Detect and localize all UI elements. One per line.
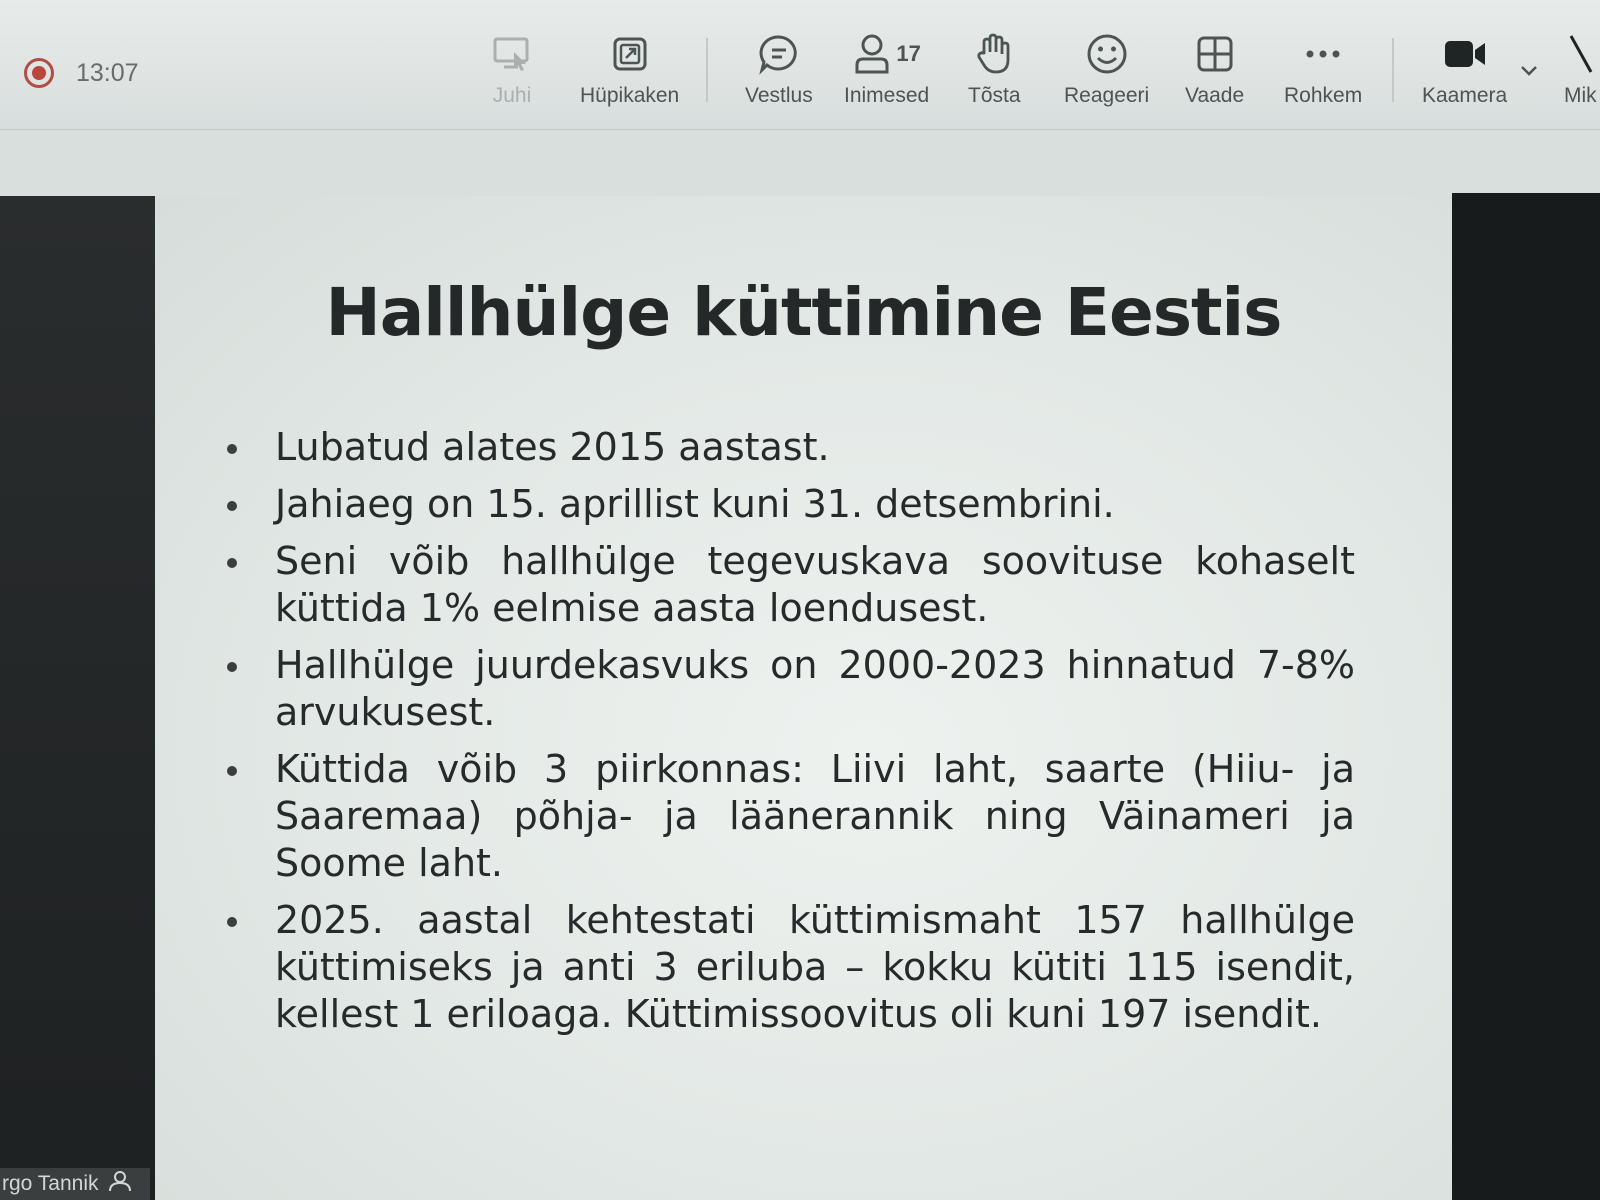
take-control-label: Juhi bbox=[492, 84, 532, 107]
timer-text: 13:07 bbox=[76, 58, 139, 87]
more-dots-icon bbox=[1303, 30, 1343, 78]
raise-hand-label: Tõsta bbox=[968, 84, 1021, 107]
participant-name-tag bbox=[0, 1168, 150, 1200]
slide-bullet-list bbox=[227, 424, 1355, 1048]
toolbar-divider bbox=[706, 38, 708, 102]
chat-icon bbox=[757, 30, 801, 78]
shared-slide bbox=[155, 196, 1452, 1200]
toolbar-divider bbox=[1392, 38, 1394, 102]
more-button[interactable] bbox=[1284, 30, 1362, 116]
popout-icon bbox=[610, 30, 650, 78]
presenter-icon bbox=[107, 1170, 133, 1198]
slide-bullet: Jahiaeg on 15. aprillist kuni 31. detsembrini. bbox=[227, 481, 1355, 528]
toolbar-substrip bbox=[0, 130, 1600, 196]
take-control-button[interactable] bbox=[492, 30, 532, 116]
slide-bullet: Seni võib hallhülge tegevuskava soovituse kohaselt küttida 1% eelmise aasta loendusest. bbox=[227, 538, 1355, 632]
slide-title: Hallhülge küttimine Eestis bbox=[325, 274, 1282, 351]
slide-bullet: Hallhülge juurdekasvuks on 2000-2023 hinnatud 7-8% arvukusest. bbox=[227, 642, 1355, 736]
participant-video-left bbox=[0, 196, 155, 1200]
microphone-icon bbox=[1565, 30, 1595, 78]
react-label: Reageeri bbox=[1064, 84, 1150, 107]
slide-bullet: Küttida võib 3 piirkonnas: Liivi laht, saarte (Hiiu- ja Saaremaa) põhja- ja läänerannik ning Väinameri ja Soome laht. bbox=[227, 746, 1355, 887]
people-icon-wrap bbox=[852, 30, 920, 78]
view-label: Vaade bbox=[1185, 84, 1245, 107]
people-button[interactable] bbox=[844, 30, 929, 116]
microphone-button[interactable] bbox=[1564, 30, 1597, 116]
participant-count: 17 bbox=[896, 41, 921, 66]
slide-bullet: Lubatud alates 2015 aastast. bbox=[227, 424, 1355, 471]
popout-button[interactable] bbox=[580, 30, 679, 116]
microphone-label: Mik bbox=[1564, 84, 1597, 107]
camera-label: Kaamera bbox=[1422, 84, 1508, 107]
camera-options-chevron-icon[interactable] bbox=[1518, 60, 1540, 82]
recording-timer bbox=[24, 58, 139, 88]
people-icon bbox=[852, 32, 892, 76]
take-control-icon bbox=[492, 30, 532, 78]
raise-hand-button[interactable] bbox=[968, 30, 1021, 116]
view-button[interactable] bbox=[1185, 30, 1244, 116]
camera-button[interactable] bbox=[1422, 30, 1507, 116]
meeting-toolbar bbox=[0, 0, 1600, 130]
raise-hand-icon bbox=[974, 30, 1014, 78]
participant-video-right bbox=[1452, 193, 1600, 1200]
popout-label: Hüpikaken bbox=[580, 84, 680, 107]
people-label: Inimesed bbox=[844, 84, 930, 107]
participant-name: rgo Tannik bbox=[2, 1172, 99, 1195]
slide-bullet: 2025. aastal kehtestati küttimismaht 157 hallhülge küttimiseks ja anti 3 eriluba – kokku kütiti 115 isendit, kellest 1 eriloaga. Küttimissoovitus oli kuni 197 isendit. bbox=[227, 897, 1355, 1038]
grid-view-icon bbox=[1195, 30, 1235, 78]
smiley-icon bbox=[1085, 30, 1129, 78]
react-button[interactable] bbox=[1064, 30, 1149, 116]
chat-label: Vestlus bbox=[745, 84, 813, 107]
recording-icon bbox=[24, 58, 54, 88]
camera-icon bbox=[1443, 30, 1487, 78]
more-label: Rohkem bbox=[1284, 84, 1363, 107]
chat-button[interactable] bbox=[745, 30, 813, 116]
